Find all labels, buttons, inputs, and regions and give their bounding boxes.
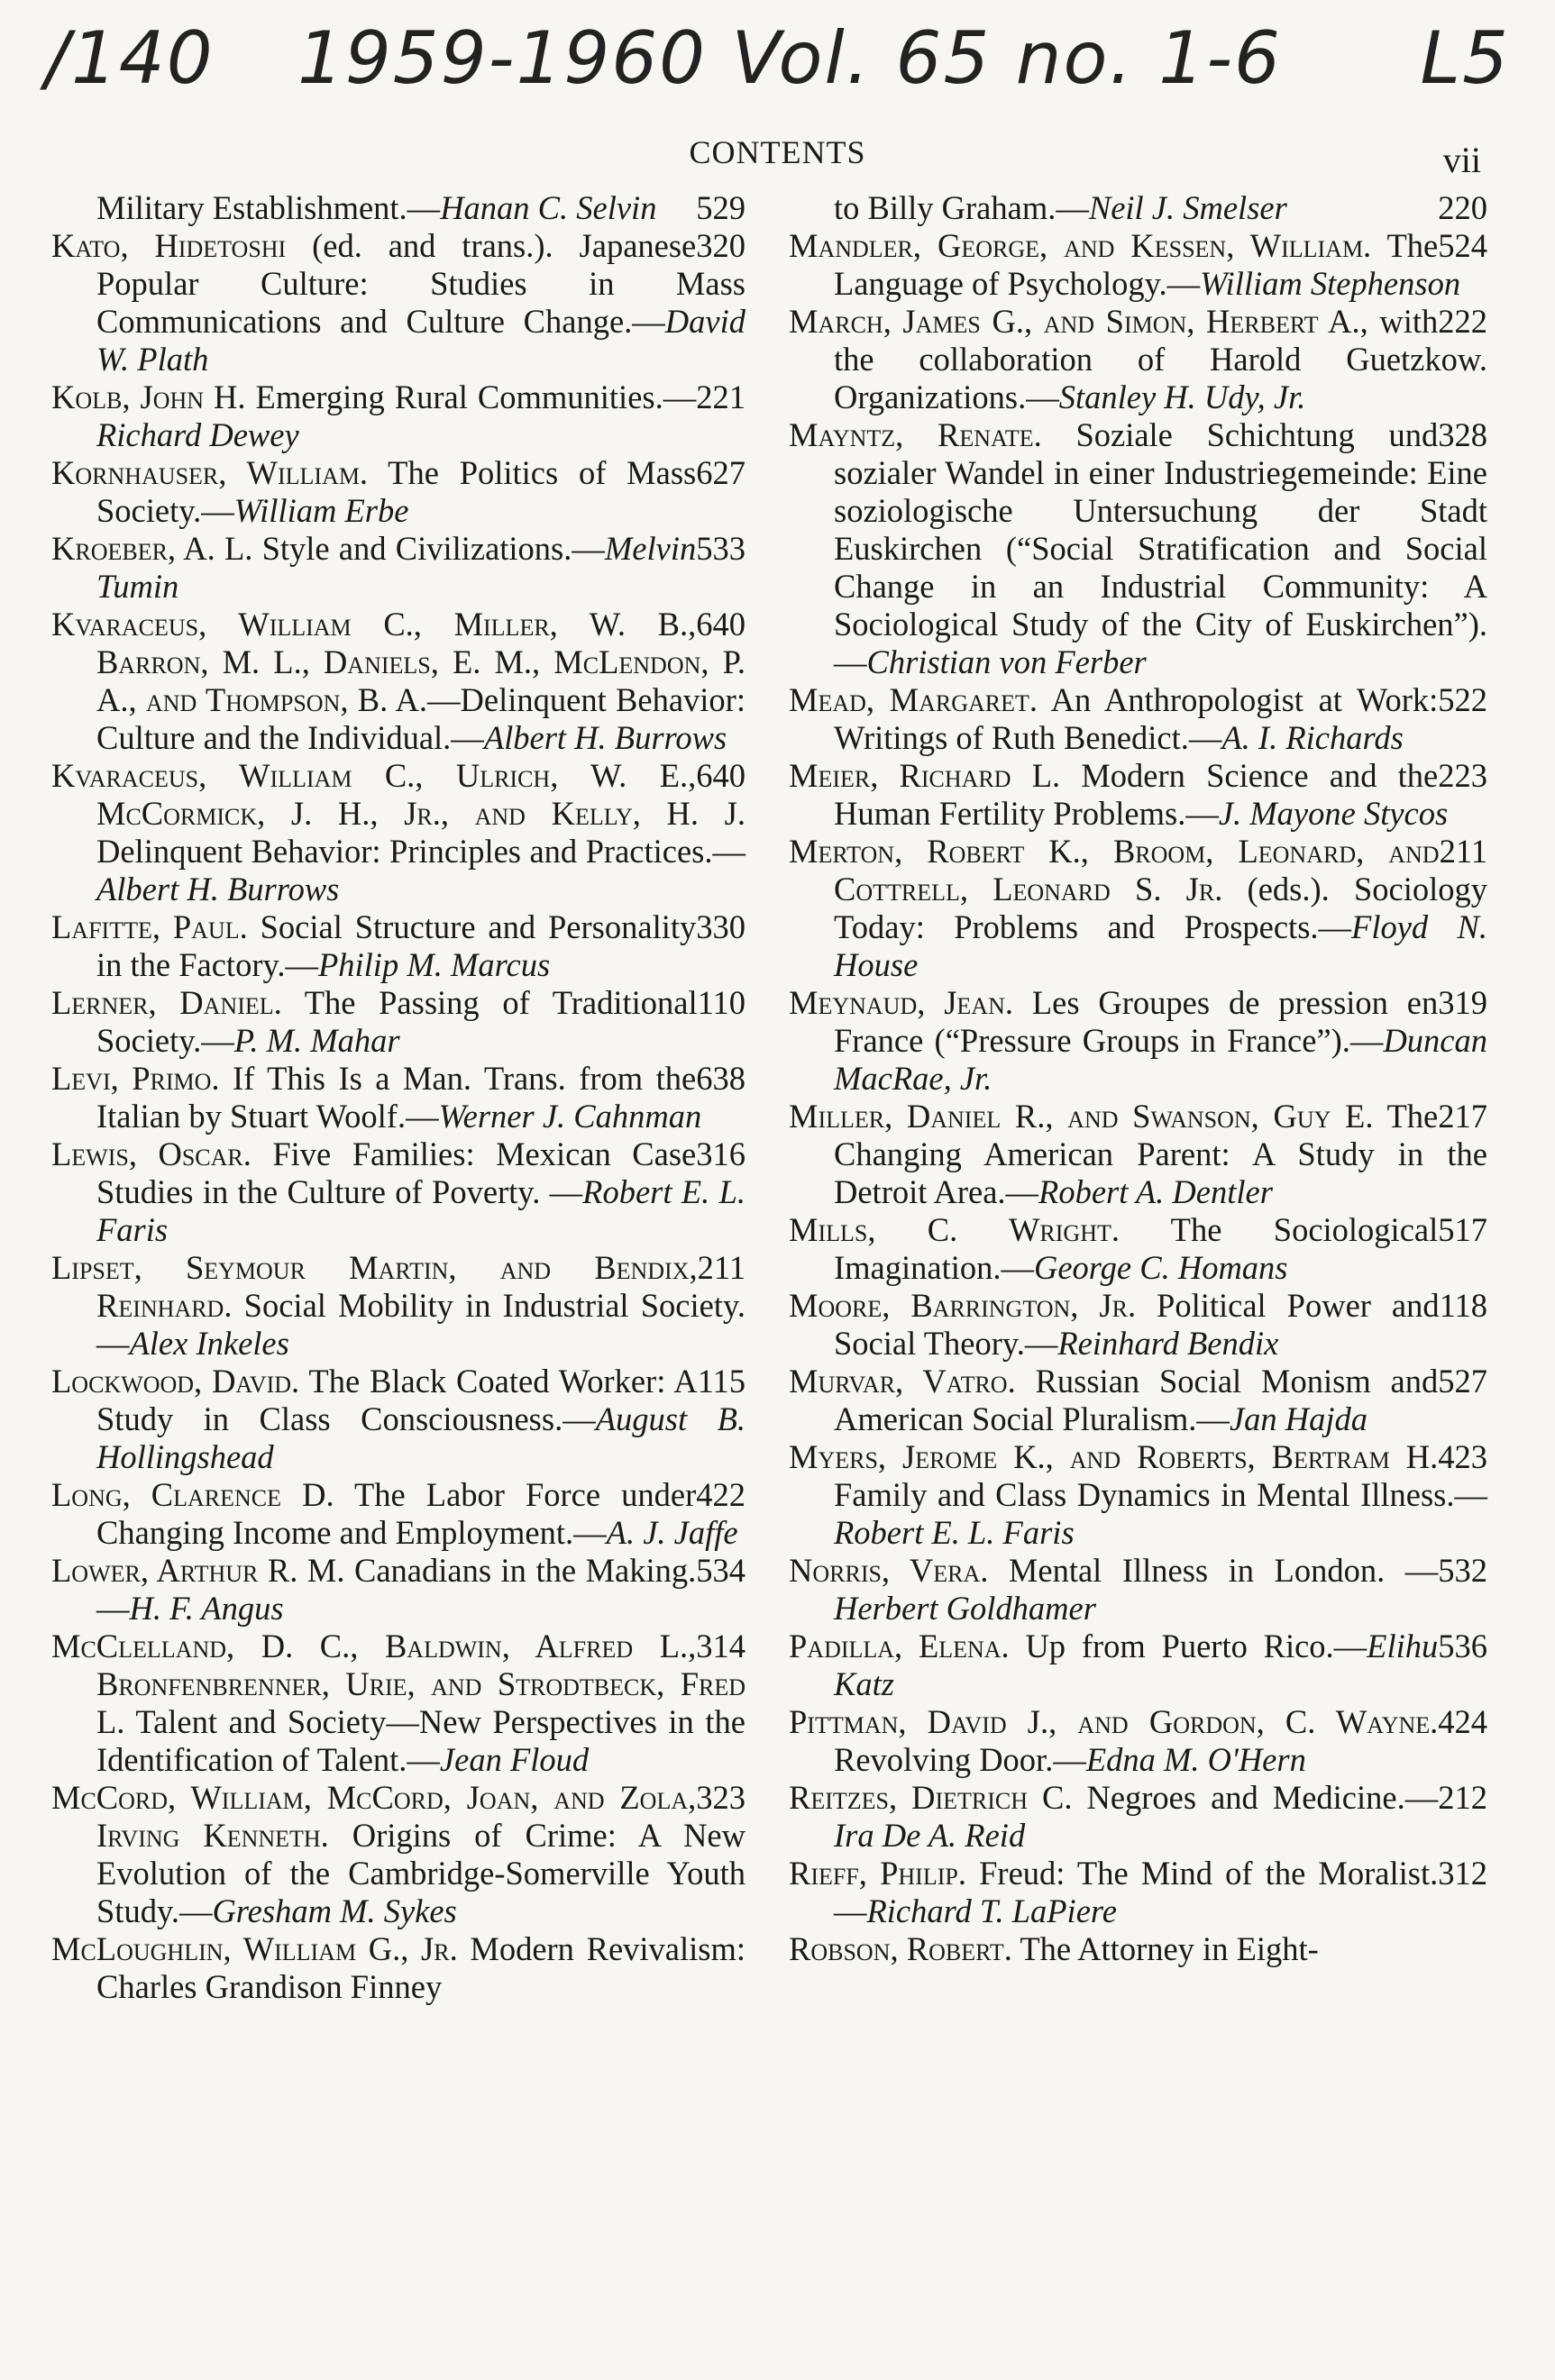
- index-entry: [789, 1438, 1487, 1552]
- entry-reviewer: Richard Dewey: [96, 416, 299, 453]
- entry-page: 223: [1438, 757, 1487, 794]
- entry-title: (ed. and trans.). Japanese Popular Culture: Studies in Mass Communications and Culture Change.—: [96, 227, 745, 340]
- entry-author: Kato, Hidetoshi: [51, 227, 287, 264]
- entry-title: Modern Revivalism: Charles Grandison Finney: [96, 1930, 746, 2005]
- entry-title: The Attorney in Eight-: [1011, 1930, 1319, 1967]
- page-header: [0, 126, 1555, 180]
- handwritten-annotation: [36, 16, 1519, 115]
- entry-author: Lipset, Seymour Martin, and Bendix, Reinhard.: [51, 1249, 698, 1324]
- entry-reviewer: Robert A. Dentler: [1038, 1173, 1273, 1210]
- index-entry: [51, 757, 745, 908]
- index-entry: [51, 1552, 745, 1628]
- entry-author: Miller, Daniel R., and Swanson, Guy E.: [789, 1098, 1374, 1135]
- entry-page: 316: [696, 1135, 745, 1172]
- entry-author: Padilla, Elena.: [789, 1628, 1010, 1664]
- entry-page: 534: [696, 1552, 745, 1589]
- entry-author: Lower, Arthur R. M.: [51, 1552, 345, 1589]
- entry-title: Canadians in the Making.—: [96, 1552, 697, 1627]
- entry-reviewer: Gresham M. Sykes: [212, 1892, 457, 1929]
- entry-author: Lerner, Daniel.: [51, 984, 282, 1021]
- entry-author: Mandler, George, and Kessen, William.: [789, 227, 1372, 264]
- index-entry: [51, 908, 745, 984]
- entry-reviewer: William Stephenson: [1200, 265, 1461, 302]
- entry-page: 517: [1438, 1211, 1487, 1248]
- index-entry: [789, 303, 1487, 416]
- entry-title: An Anthropologist at Work: Writings of Ruth Benedict.—: [834, 681, 1439, 756]
- entry-author: McLoughlin, William G., Jr.: [51, 1930, 458, 1967]
- entry-title: Revolving Door.—: [834, 1741, 1086, 1778]
- index-entry: [51, 1628, 745, 1779]
- entry-page: 222: [1438, 303, 1487, 340]
- index-entry: [789, 1779, 1487, 1855]
- entry-title: The Labor Force under Changing Income and Employment.—: [96, 1476, 697, 1551]
- left-column: [51, 189, 745, 2006]
- entry-author: Rieff, Philip.: [789, 1855, 966, 1892]
- entry-page: 220: [1438, 189, 1487, 226]
- entry-page: 423: [1438, 1438, 1487, 1475]
- entry-author: Lewis, Oscar.: [51, 1135, 252, 1172]
- entry-page: 110: [697, 984, 745, 1021]
- entry-author: Myers, Jerome K., and Roberts, Bertram H.: [789, 1438, 1439, 1475]
- entry-reviewer: Richard T. LaPiere: [866, 1892, 1117, 1929]
- entry-title: Political Power and Social Theory.—: [834, 1287, 1440, 1362]
- entry-title: (eds.). Sociology Today: Problems and Prospects.—: [834, 871, 1488, 945]
- entry-author: Mayntz, Renate.: [789, 416, 1042, 453]
- entry-reviewer: August B. Hollingshead: [96, 1400, 745, 1475]
- index-entry: [51, 1135, 745, 1249]
- entry-page: 115: [697, 1363, 745, 1400]
- entry-author: Mills, C. Wright.: [789, 1211, 1120, 1248]
- entry-author: Reitzes, Dietrich C.: [789, 1779, 1073, 1816]
- entry-page: 536: [1438, 1628, 1487, 1664]
- entry-reviewer: David W. Plath: [96, 303, 745, 378]
- index-entry: [789, 1703, 1487, 1779]
- entry-reviewer: George C. Homans: [1034, 1249, 1288, 1286]
- entry-reviewer: Herbert Goldhamer: [834, 1590, 1096, 1627]
- entry-title: Delinquent Behavior: Principles and Practices.—: [96, 833, 745, 870]
- entry-title: Five Families: Mexican Case Studies in the Culture of Poverty. —: [96, 1135, 697, 1210]
- entry-reviewer: Stanley H. Udy, Jr.: [1058, 378, 1306, 415]
- entry-author: Meier, Richard L.: [789, 757, 1061, 794]
- entry-reviewer: Albert H. Burrows: [483, 719, 727, 756]
- entry-title: Negroes and Medicine.—: [1072, 1779, 1439, 1816]
- entry-title: Russian Social Monism and American Social Pluralism.—: [834, 1363, 1439, 1437]
- index-entry: [789, 189, 1487, 227]
- index-entry: [789, 681, 1487, 757]
- entry-page: 314: [696, 1628, 745, 1664]
- entry-reviewer: Alex Inkeles: [129, 1325, 289, 1362]
- entry-reviewer: A. I. Richards: [1221, 719, 1404, 756]
- entry-title: If This Is a Man. Trans. from the Italian by Stuart Woolf.—: [96, 1060, 697, 1135]
- entry-page: 532: [1438, 1552, 1487, 1589]
- index-entry: [51, 984, 745, 1060]
- entry-author: Meynaud, Jean.: [789, 984, 1013, 1021]
- entry-author: March, James G., and Simon, Herbert A.,: [789, 303, 1368, 340]
- entry-page: 328: [1438, 416, 1487, 453]
- handwritten-volume-note: 1959-1960 Vol. 65 no. 1-6: [297, 16, 1282, 100]
- index-entry: [789, 1287, 1487, 1363]
- entry-author: Long, Clarence D.: [51, 1476, 334, 1513]
- entry-reviewer: Robert E. L. Faris: [96, 1173, 746, 1248]
- entry-page: 330: [696, 908, 745, 945]
- entry-page: 312: [1438, 1855, 1487, 1892]
- entry-page: 640: [696, 757, 745, 794]
- entry-title: Les Groupes de pression en France (“Pressure Groups in France”).—: [834, 984, 1439, 1059]
- entry-title: The Sociological Imagination.—: [834, 1211, 1439, 1286]
- entry-page: 323: [696, 1779, 745, 1816]
- entry-author: Lafitte, Paul.: [51, 908, 248, 945]
- entry-author: Murvar, Vatro.: [789, 1363, 1016, 1400]
- entry-author: Merton, Robert K., Broom, Leonard, and Cottrell, Leonard S. Jr.: [789, 833, 1440, 907]
- index-entry: [789, 227, 1487, 303]
- entry-title: to Billy Graham.—: [834, 189, 1089, 226]
- entry-reviewer: Reinhard Bendix: [1057, 1325, 1279, 1362]
- entry-title: Origins of Crime: A New Evolution of the Cambridge-Somerville Youth Study.—: [96, 1817, 745, 1929]
- entry-page: 319: [1438, 984, 1487, 1021]
- entry-page: 221: [696, 378, 745, 415]
- index-entry: [51, 227, 745, 378]
- entry-reviewer: Hanan C. Selvin: [440, 189, 657, 226]
- entry-title: Style and Civilizations.—: [252, 530, 605, 567]
- entry-title: Modern Science and the Human Fertility Problems.—: [834, 757, 1439, 832]
- entry-page: 320: [696, 227, 745, 264]
- entry-author: Pittman, David J., and Gordon, C. Wayne.: [789, 1703, 1439, 1740]
- entry-title: The Black Coated Worker: A Study in Class Consciousness.—: [96, 1363, 698, 1437]
- entry-title: The Changing American Parent: A Study in the Detroit Area.—: [834, 1098, 1487, 1210]
- handwritten-number: /140: [45, 16, 215, 100]
- entry-reviewer: A. J. Jaffe: [606, 1514, 738, 1551]
- index-entry: [51, 1060, 745, 1135]
- entry-reviewer: Werner J. Cahnman: [438, 1098, 702, 1135]
- handwritten-code: L5: [1420, 16, 1510, 100]
- entry-title: Freud: The Mind of the Moralist.—: [834, 1855, 1439, 1929]
- entry-page: 638: [696, 1060, 745, 1097]
- entry-reviewer: Elihu Katz: [834, 1628, 1439, 1702]
- entry-author: Kolb, John H.: [51, 378, 246, 415]
- entry-page: 527: [1438, 1363, 1487, 1400]
- entry-title: Mental Illness in London. —: [988, 1552, 1439, 1589]
- entry-title: Family and Class Dynamics in Mental Illness.—: [834, 1476, 1487, 1513]
- entry-page: 212: [1438, 1779, 1487, 1816]
- index-entry: [51, 1476, 745, 1552]
- entry-author: Kornhauser, William.: [51, 454, 369, 491]
- index-entry: [51, 530, 745, 606]
- entry-reviewer: Jan Hajda: [1229, 1400, 1368, 1437]
- entry-page: 211: [1439, 833, 1487, 870]
- page-number: vii: [1442, 140, 1481, 180]
- index-entry: [789, 1552, 1487, 1628]
- entry-reviewer: Jean Floud: [439, 1741, 590, 1778]
- entry-title: Social Structure and Personality in the Factory.—: [96, 908, 697, 983]
- entry-author: Lockwood, David.: [51, 1363, 300, 1400]
- entry-author: Norris, Vera.: [789, 1552, 989, 1589]
- index-entry: [789, 833, 1487, 984]
- entry-reviewer: J. Mayone Stycos: [1218, 795, 1449, 832]
- entry-title: Military Establishment.—: [96, 189, 441, 226]
- entry-page: 524: [1438, 227, 1487, 264]
- entry-title: The Passing of Traditional Society.—: [96, 984, 698, 1059]
- entry-title: The Politics of Mass Society.—: [96, 454, 697, 529]
- entry-reviewer: William Erbe: [233, 492, 409, 529]
- entry-author: McCord, William, McCord, Joan, and Zola, Irving Kenneth.: [51, 1779, 697, 1854]
- entry-page: 522: [1438, 681, 1487, 718]
- index-entry: [789, 1930, 1487, 1968]
- page-title: CONTENTS: [689, 134, 866, 170]
- entry-title: with the collaboration of Harold Guetzkow. Organizations.—: [834, 303, 1487, 415]
- entry-reviewer: Philip M. Marcus: [317, 946, 551, 983]
- index-entry: [789, 416, 1487, 681]
- entry-title: Emerging Rural Communities.—: [245, 378, 697, 415]
- entry-title: Soziale Schichtung und sozialer Wandel in einer Industriegemeinde: Eine soziologische Untersuchung der Stadt Euskirchen (“Social Stratification and Social Change in an Industrial Community: A Sociological Study of the City of Euskirchen”).—: [834, 416, 1487, 680]
- entry-title: Up from Puerto Rico.—: [1009, 1628, 1367, 1664]
- entry-reviewer: Albert H. Burrows: [96, 871, 340, 907]
- entry-title: The Language of Psychology.—: [834, 227, 1439, 302]
- entry-author: Levi, Primo.: [51, 1060, 220, 1097]
- entry-page: 217: [1438, 1098, 1487, 1135]
- index-entry: [51, 1779, 745, 1930]
- index-entry: [789, 984, 1487, 1098]
- index-entry: [51, 189, 745, 227]
- entry-author: Kvaraceus, William C., Miller, W. B., Barron, M. L., Daniels, E. M., McLendon, P. A., and Thompson, B. A.: [51, 606, 745, 718]
- entry-reviewer: Neil J. Smelser: [1088, 189, 1287, 226]
- entry-title: Talent and Society—New Perspectives in the Identification of Talent.—: [96, 1703, 745, 1778]
- entry-reviewer: Melvin Tumin: [96, 530, 697, 605]
- entry-author: Kroeber, A. L.: [51, 530, 253, 567]
- entry-page: 118: [1439, 1287, 1487, 1324]
- entry-author: Moore, Barrington, Jr.: [789, 1287, 1137, 1324]
- entry-author: McClelland, D. C., Baldwin, Alfred L., Bronfenbrenner, Urie, and Strodtbeck, Fred L.: [51, 1628, 745, 1740]
- entry-page: 529: [696, 189, 745, 226]
- index-entry: [51, 454, 745, 530]
- index-entry: [51, 378, 745, 454]
- index-entry: [51, 606, 745, 757]
- index-entry: [789, 1363, 1487, 1438]
- index-entry: [789, 1628, 1487, 1703]
- entry-title: —Delinquent Behavior: Culture and the Individual.—: [96, 681, 745, 756]
- entry-page: 533: [696, 530, 745, 567]
- right-column: [789, 189, 1487, 1968]
- entry-page: 640: [696, 606, 745, 643]
- entry-reviewer: H. F. Angus: [129, 1590, 284, 1627]
- entry-reviewer: P. M. Mahar: [233, 1022, 400, 1059]
- entry-reviewer: Edna M. O'Hern: [1085, 1741, 1306, 1778]
- entry-page: 211: [697, 1249, 745, 1286]
- entry-reviewer: Robert E. L. Faris: [834, 1514, 1075, 1551]
- entry-author: Mead, Margaret.: [789, 681, 1038, 718]
- index-entry: [51, 1930, 745, 2006]
- entry-author: Robson, Robert.: [789, 1930, 1012, 1967]
- index-entry: [789, 757, 1487, 833]
- entry-title: Social Mobility in Industrial Society.—: [96, 1287, 745, 1362]
- entry-reviewer: Christian von Ferber: [866, 643, 1147, 680]
- entry-page: 424: [1438, 1703, 1487, 1740]
- index-entry: [789, 1211, 1487, 1287]
- index-entry: [51, 1363, 745, 1476]
- entry-page: 627: [696, 454, 745, 491]
- index-entry: [789, 1098, 1487, 1211]
- index-entry: [789, 1855, 1487, 1930]
- entry-author: Kvaraceus, William C., Ulrich, W. E., McCormick, J. H., Jr., and Kelly, H. J.: [51, 757, 745, 832]
- index-entry: [51, 1249, 745, 1363]
- entry-page: 422: [696, 1476, 745, 1513]
- entry-reviewer: Floyd N. House: [834, 908, 1487, 983]
- entry-reviewer: Duncan MacRae, Jr.: [834, 1022, 1487, 1097]
- entry-reviewer: Ira De A. Reid: [834, 1817, 1026, 1854]
